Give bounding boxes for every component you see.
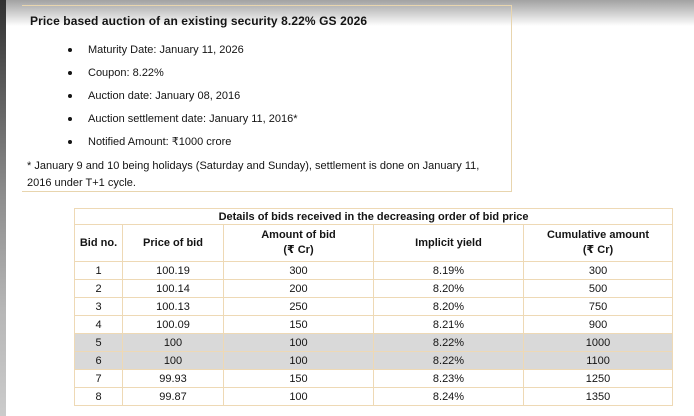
cell-bid-no: 7 (75, 370, 123, 388)
cell-yield: 8.20% (374, 298, 524, 316)
column-unit: (₹ Cr) (283, 244, 314, 256)
cell-bid-no: 3 (75, 298, 123, 316)
cell-bid-no: 8 (75, 388, 123, 406)
settlement-footnote: * January 9 and 10 being holidays (Saturday and Sunday), settlement is done on January 11, 2016 under T+1 cycle. (27, 160, 480, 189)
column-header-amount-of-bid (224, 225, 374, 262)
cell-cumulative: 750 (524, 298, 673, 316)
column-label: Bid no. (79, 236, 118, 249)
cell-cumulative: 300 (524, 262, 673, 280)
cell-price: 99.87 (123, 388, 224, 406)
cell-yield: 8.24% (374, 388, 524, 406)
cell-price: 100.13 (123, 298, 224, 316)
auction-detail-item-notified-amount (88, 135, 511, 149)
table-row-3 (75, 298, 673, 316)
auction-detail-text: Auction date: January 08, 2016 (88, 90, 241, 102)
cell-cumulative: 500 (524, 280, 673, 298)
auction-title: Price based auction of an existing security 8.22% GS 2026 (30, 14, 368, 28)
table-row-8 (75, 388, 673, 406)
column-unit: (₹ Cr) (582, 244, 614, 256)
table-header-row (75, 225, 673, 262)
cell-cumulative: 1350 (524, 388, 673, 406)
cell-bid-no: 6 (75, 352, 123, 370)
cell-yield: 8.21% (374, 316, 524, 334)
auction-detail-item-auction-date (88, 89, 511, 103)
cell-bid-no: 4 (75, 316, 123, 334)
table-row-1 (75, 262, 673, 280)
auction-detail-list (22, 43, 511, 149)
cell-amount: 100 (224, 334, 374, 352)
column-header-bid-no (75, 225, 123, 262)
column-header-implicit-yield (374, 225, 524, 262)
auction-detail-text: Auction settlement date: January 11, 2016* (88, 113, 298, 125)
column-header-cumulative-amount (524, 225, 673, 262)
table-body (75, 262, 673, 406)
cell-cumulative: 1250 (524, 370, 673, 388)
cell-yield: 8.23% (374, 370, 524, 388)
auction-detail-text: Coupon: 8.22% (88, 67, 164, 79)
auction-detail-text: Maturity Date: January 11, 2026 (88, 44, 244, 56)
bullet-icon (68, 117, 72, 121)
cell-cumulative: 1000 (524, 334, 673, 352)
column-label: Implicit yield (415, 236, 482, 249)
bullet-icon (68, 140, 72, 144)
cell-bid-no: 1 (75, 262, 123, 280)
column-label: Price of bid (143, 236, 203, 249)
cell-price: 100 (123, 334, 224, 352)
cell-cumulative: 1100 (524, 352, 673, 370)
bids-table (74, 208, 673, 406)
cell-price: 100 (123, 352, 224, 370)
table-row-2 (75, 280, 673, 298)
cell-amount: 200 (224, 280, 374, 298)
cell-yield: 8.22% (374, 352, 524, 370)
auction-detail-text: Notified Amount: ₹1000 crore (88, 136, 232, 148)
cell-amount: 100 (224, 388, 374, 406)
cell-yield: 8.19% (374, 262, 524, 280)
table-caption: Details of bids received in the decreasing order of bid price (75, 209, 673, 225)
cell-amount: 300 (224, 262, 374, 280)
cell-cumulative: 900 (524, 316, 673, 334)
cell-price: 100.09 (123, 316, 224, 334)
table-row-4 (75, 316, 673, 334)
cell-price: 100.19 (123, 262, 224, 280)
table-caption-row (75, 209, 673, 225)
table-row-6 (75, 352, 673, 370)
column-label: Amount of bid (261, 229, 336, 241)
auction-detail-item-coupon (88, 66, 511, 80)
cell-amount: 250 (224, 298, 374, 316)
cell-bid-no: 5 (75, 334, 123, 352)
bullet-icon (68, 71, 72, 75)
cell-amount: 150 (224, 316, 374, 334)
column-label: Cumulative amount (546, 229, 650, 241)
table-row-7 (75, 370, 673, 388)
cell-yield: 8.20% (374, 280, 524, 298)
auction-detail-item-maturity (88, 43, 511, 57)
bullet-icon (68, 48, 72, 52)
cell-price: 100.14 (123, 280, 224, 298)
cell-bid-no: 2 (75, 280, 123, 298)
cell-yield: 8.22% (374, 334, 524, 352)
left-edge-shadow (0, 0, 6, 416)
table-row-5 (75, 334, 673, 352)
bullet-icon (68, 94, 72, 98)
auction-info-box (22, 5, 512, 192)
cell-price: 99.93 (123, 370, 224, 388)
column-header-price-of-bid (123, 225, 224, 262)
cell-amount: 150 (224, 370, 374, 388)
cell-amount: 100 (224, 352, 374, 370)
auction-detail-item-settlement-date (88, 112, 511, 126)
